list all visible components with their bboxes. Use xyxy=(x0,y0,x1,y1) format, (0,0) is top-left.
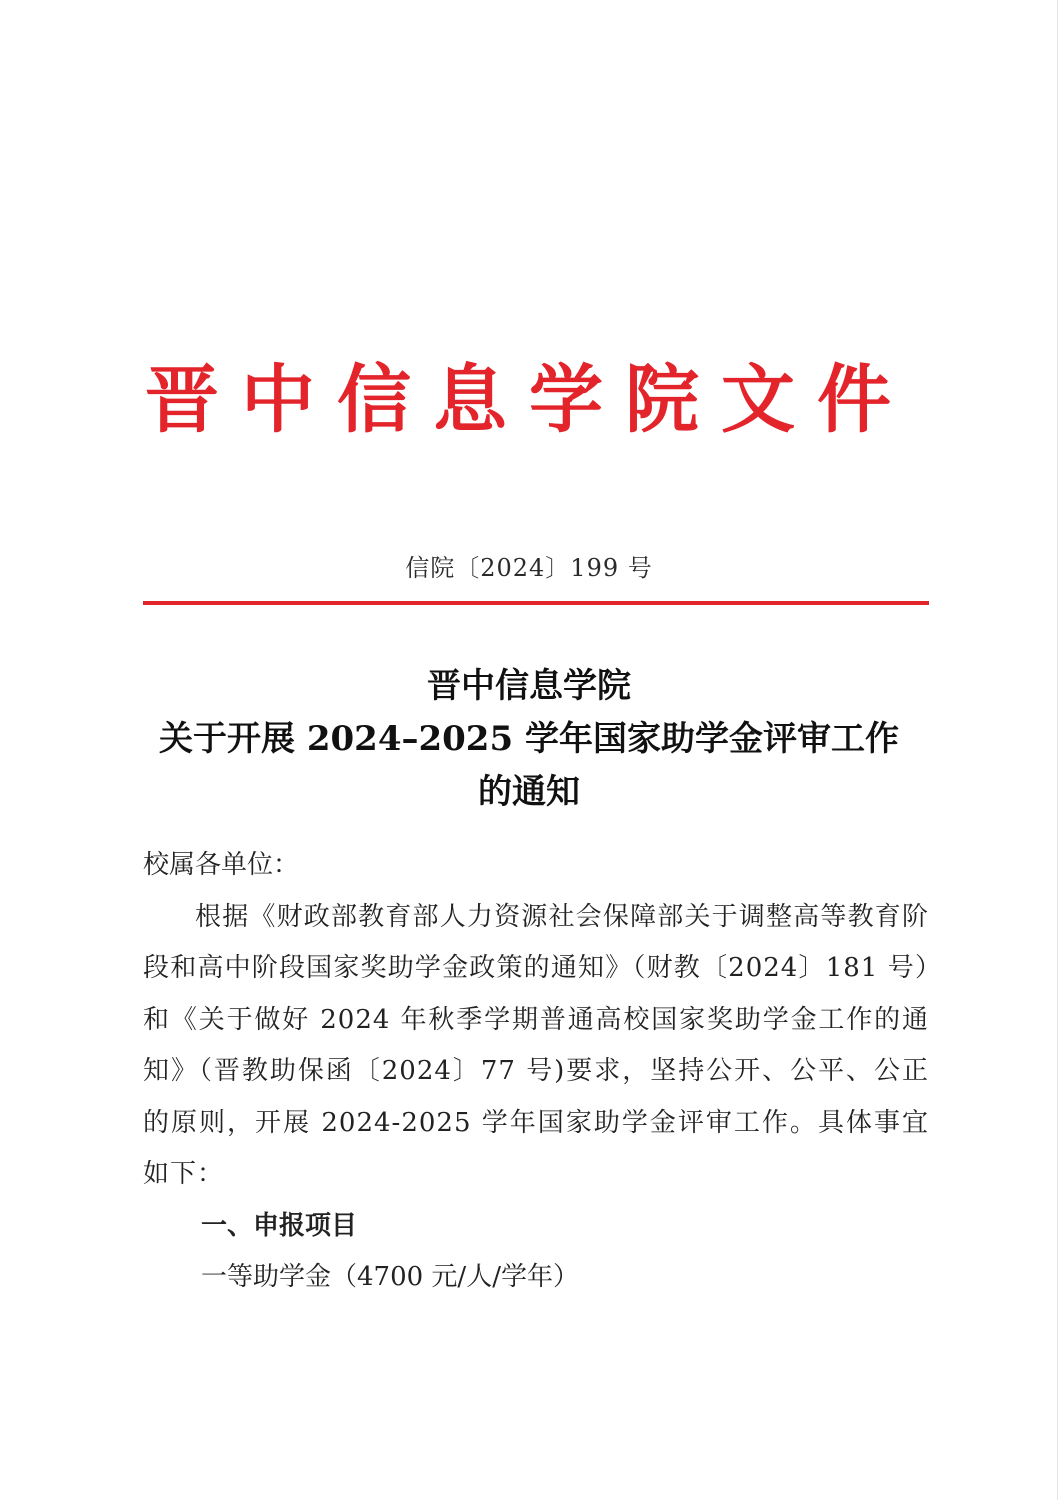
section-item-1: 一等助学金（4700 元/人/学年） xyxy=(201,1262,579,1292)
notice-body xyxy=(143,840,929,1304)
title-line-1: 晋中信息学院 xyxy=(427,666,631,706)
red-divider-line xyxy=(143,601,929,605)
document-number: 信院〔2024〕199 号 xyxy=(405,554,653,582)
masthead-title: 晋中信息学院文件 xyxy=(145,357,913,443)
section-heading-1: 一、申报项目 xyxy=(201,1210,358,1241)
body-paragraph: 根据《财政部教育部人力资源社会保障部关于调整高等教育阶段和高中阶段国家奖助学金政策的通知》（财教〔2024〕181 号）和《关于做好 2024 年秋季学期普通高校国家奖助学金工作的通知》（晋教助保函〔2024〕77 号)要求，坚持公开、公平、公正的原则，开展 2024-2025 学年国家助学金评审工作。具体事宜如下： xyxy=(143,901,929,1189)
title-line-2: 关于开展 2024–2025 学年国家助学金评审工作 xyxy=(159,719,899,759)
notice-title xyxy=(100,660,958,819)
salutation: 校属各单位： xyxy=(143,850,300,880)
title-line-3: 的通知 xyxy=(478,772,580,812)
